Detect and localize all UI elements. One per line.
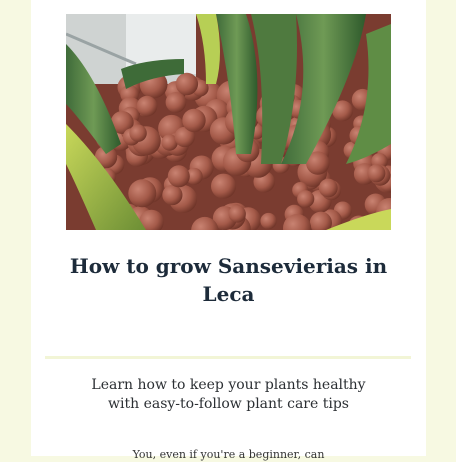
section-divider [45,356,411,359]
article-card [31,0,426,461]
hero-image [66,14,391,230]
article-title: How to grow Sansevierias in Leca [69,254,388,306]
article-lead: Learn how to keep your plants healthy with easy-to-follow plant care tips [91,377,366,412]
article-body-preview: You, even if you're a beginner, can [132,448,325,461]
